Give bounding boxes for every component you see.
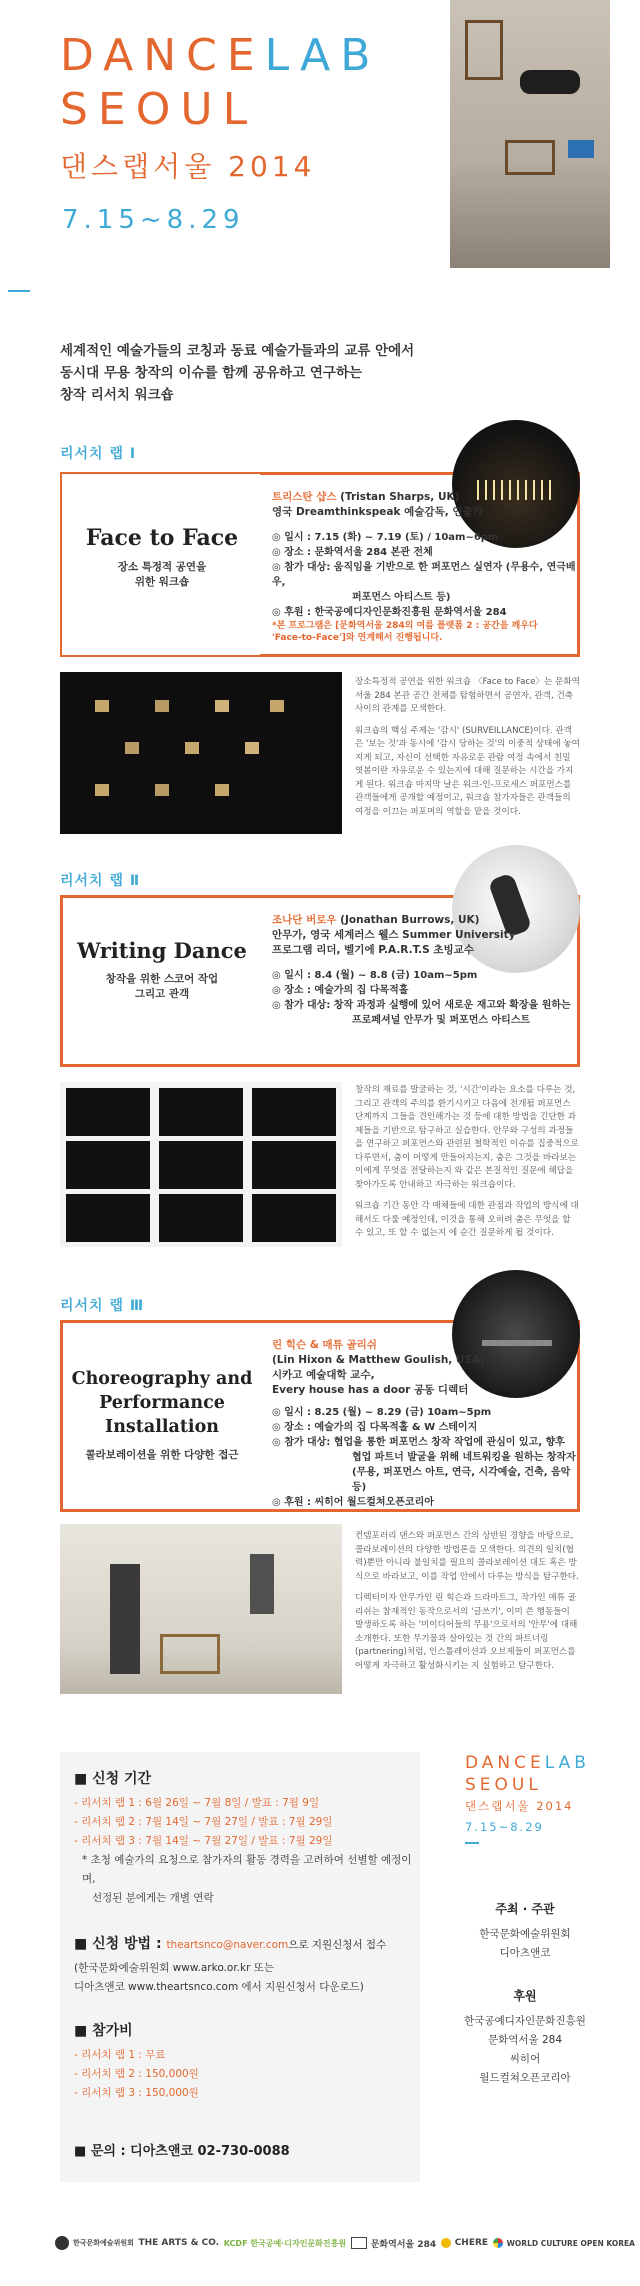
host-section: 주최 · 주관 한국문화예술위원회 디아츠앤코 [479, 1902, 571, 1959]
sponsor-logos [55, 2236, 635, 2250]
lab2-person: 조나단 버로우 (Jonathan Burrows, UK) 안무가, 영국 세계러스 웰스 Summer University 프로그램 리더, 벨기에 P.A.R.T.S 초빙교수 [272, 914, 516, 956]
apply-method: ■ 신청 방법 : theartsnco@naver.com으로 지원신청서 접수 (한국문화예술위원회 www.arko.or.kr 또는 디아츠앤코 www.theartsnco.com 에서 지원신청서 다운로드) [74, 1936, 387, 1993]
apply-period: ■ 신청 기간 - 리서치 랩 1 : 6월 26일 ~ 7월 8일 / 발표 : 7월 9일 - 리서치 랩 2 : 7월 14일 ~ 7월 27일 / 발표 : 7월 29일 - 리서치 랩 3 : 7월 14일 ~ 7월 27일 / 발표 : 7월 29일 * 초청 예술가의 요청으로 참가자의 활동 경력을 고려하여 선별할 예정이며, 선정된 분에게는 개별 연락 [74, 1771, 412, 1904]
lab2-details: ◎ 일시 : 8.4 (월) ~ 8.8 (금) 10am~5pm ◎ 장소 : 예술가의 집 다목적홀 ◎ 참가 대상: 창작 과정과 실행에 있어 새로운 재고와 확장을 원하는 프로페셔널 안무가 및 퍼포먼스 아티스트 [272, 970, 571, 1026]
lab3-photo [60, 1524, 342, 1694]
lab1-description: 장소특정적 공연을 위한 워크숍 〈Face to Face〉는 문화역서울 284 본관 공간 전체를 탐험하면서 공연자, 관객, 건축 사이의 관계를 모색한다. 워크숍의 핵심 주제는 '감시' (SURVEILLANCE)이다. 관객은 '보는 것'과 동시에 '감시 당하는 것'의 이중적 상태에 놓여지게 되고, 자신이 선택한 자유로운 관람 여정 속에서 친밀 엿봄이란 자유로운 수 있는지에 대해 질문하는 시간을 가지게 된다. 워크숍 마지막 날은 워크-인-프로세스 퍼포먼스를 관객들에게 공개할 예정이고, 워크숍 참가자들은 관객들의 여정을 이끄는 퍼포머의 역할을 맡을 것이다. [355, 677, 580, 817]
kcdf-logo: KCDF 한국공예·디자인문화진흥원 [223, 2238, 347, 2248]
email-link[interactable]: theartsnco@naver.com [166, 1939, 289, 1951]
lab2-label: 리서치 랩 Ⅱ [60, 873, 141, 889]
contact: ■ 문의 : 디아츠앤코 02-730-0088 [74, 2144, 290, 2159]
header-photo [450, 0, 610, 268]
lab1-circle-photo [452, 420, 580, 548]
lab1-details: ◎ 일시 : 7.15 (화) ~ 7.19 (토) / 10am~6pm ◎ 장소 : 문화역서울 284 본관 전체 ◎ 참가 대상: 움직임을 기반으로 한 퍼포먼스 실연자 (무용수, 연극배우, 퍼포먼스 아티스트 등) ◎ 후원 : 한국공예디자인문화진흥원 문화역서울 284 *본 프로그램은 [문화역서울 284의 여름 플랫폼 2 : 공간을 깨우다 'Face-to-Face']와 연계해서 진행됩니다. [272, 532, 576, 643]
participation-fee: ■ 참가비 - 리서치 랩 1 : 무료 - 리서치 랩 2 : 150,000원 - 리서치 랩 3 : 150,000원 [74, 2023, 199, 2099]
lab2-description: 창작의 재료를 발굴하는 것, '시간'이라는 요소를 다루는 것, 그리고 관객의 주의를 환기시키고 다음에 전개될 퍼포먼스 단계까지 그들을 견인해가는 것 등에 대한 방법을 긴단한 과제들을 기반으로 탐구하고 실습한다. 안무와 구성의 과정들을 연구하고 퍼포먼스와 관련된 철학적인 이슈를 집중적으로 다루면서, 춤이 어떻게 만들어지는지, 춤은 그것을 바라보는 이에게 무엇을 전달하는지 와 같은 본질적인 질문에 해답을 찾아가도록 안내하고 자극하는 워크숍이다. 워크숍 기간 동안 각 매체들에 대한 관점과 작업의 방식에 대해서도 다룰 예정인데, 이것을 통해 오히려 춤은 무엇을 할 수 있고, 또 할 수 없는지 에 순간 질문하게 될 것이다. [355, 1085, 579, 1238]
lab3-description: 컨템포러리 댄스와 퍼포먼스 간의 상반된 경향을 바탕으로, 콜라보레이션의 다양한 방법론을 모색한다. 의견의 일치(협력)뿐만 아니라 불일치를 필요의 콜라보레이션 대도 혹은 방식으로 바라보고, 이를 작업 안에서 다루는 방식을 탐구한다. 디렉터이자 안무가인 린 힉슨과 드라마트그, 작가인 매튜 골리쉬는 참재적인 동작으로서의 '글쓰기', 이미 쓴 행동들이 발생하도록 하는 '미이디어들의 무용'으로서의 '안무'에 대해 소개한다. 또한 무기물과 살아있는 것 간의 파트너링(partnering)처럼, 인스톨레이션과 오브제들이 퍼포먼스를 어떻게 자극하고 활성화시키는 지 실험하고 탐구한다. [355, 1531, 579, 1671]
side-logo: DANCELAB SEOUL 댄스랩서울 2014 7.15~8.29 [465, 1752, 625, 1844]
arko-logo: 한국문화예술위원회 [55, 2236, 134, 2250]
world-culture-open-logo: WORLD CULTURE OPEN KOREA [493, 2238, 635, 2248]
lab2-photo-grid [60, 1082, 342, 1247]
lab1-label: 리서치 랩 Ⅰ [60, 446, 137, 462]
lab2-title: Writing Dance [77, 938, 247, 963]
lab3-details: ◎ 일시 : 8.25 (월) ~ 8.29 (금) 10am~5pm ◎ 장소 : 예술가의 집 다목적홀 & W 스테이지 ◎ 참가 대상: 협업을 통한 퍼포먼스 창작 작업에 관심이 있고, 향후 협업 파트너 발굴을 위해 네트워킹을 원하는 창작자 (무용, 퍼포먼스 아트, 연극, 시각예술, 건축, 음악 등) ◎ 후원 : 씨히어 월드컬쳐오픈코리아 [272, 1407, 576, 1508]
lab1-subtitle: 장소 특정적 공연을 위한 워크숍 [117, 561, 207, 588]
sponsor-section: 후원 한국공예디자인문화진흥원 문화역서울 284 씨히어 월드컬쳐오픈코리아 [464, 1989, 586, 2084]
lab1-person: 트리스탄 샵스 (Tristan Sharps, UK) 영국 Dreamthinkspeak 예술감독, 연출가 [272, 491, 483, 518]
lab1-title: Face to Face [85, 525, 239, 551]
lab3-person: 린 힉슨 & 매튜 골리쉬 (Lin Hixon & Matthew Goulish, USA) 시카고 예술대학 교수, Every house has a door 공동 디렉터 [272, 1339, 485, 1396]
title-seoul: SEOUL [60, 84, 258, 135]
chere-logo: CHERE [441, 2238, 488, 2248]
theartsnco-logo: THE ARTS & CO. [138, 2238, 220, 2248]
lab3-title: Choreography and Performance Installation [71, 1369, 253, 1437]
intro-text: 세계적인 예술가들의 코칭과 동료 예술가들과의 교류 안에서 동시대 무용 창작의 이슈를 함께 공유하고 연구하는 창작 리서치 워크숍 [60, 343, 415, 403]
title-korean: 댄스랩서울 2014 [60, 150, 316, 183]
event-dates: 7.15~8.29 [62, 205, 245, 235]
lab3-subtitle: 콜라보레이션을 위한 다양한 접근 [85, 1449, 239, 1461]
lab3-label: 리서치 랩 Ⅲ [60, 1298, 145, 1314]
lab2-subtitle: 창작을 위한 스코어 작업 그리고 관객 [105, 973, 219, 1000]
lab1-photo [60, 672, 342, 834]
title-dancelab: DANCELAB [60, 30, 381, 81]
culture-station-logo: 문화역서울 284 [351, 2237, 436, 2250]
accent-line [8, 290, 30, 292]
